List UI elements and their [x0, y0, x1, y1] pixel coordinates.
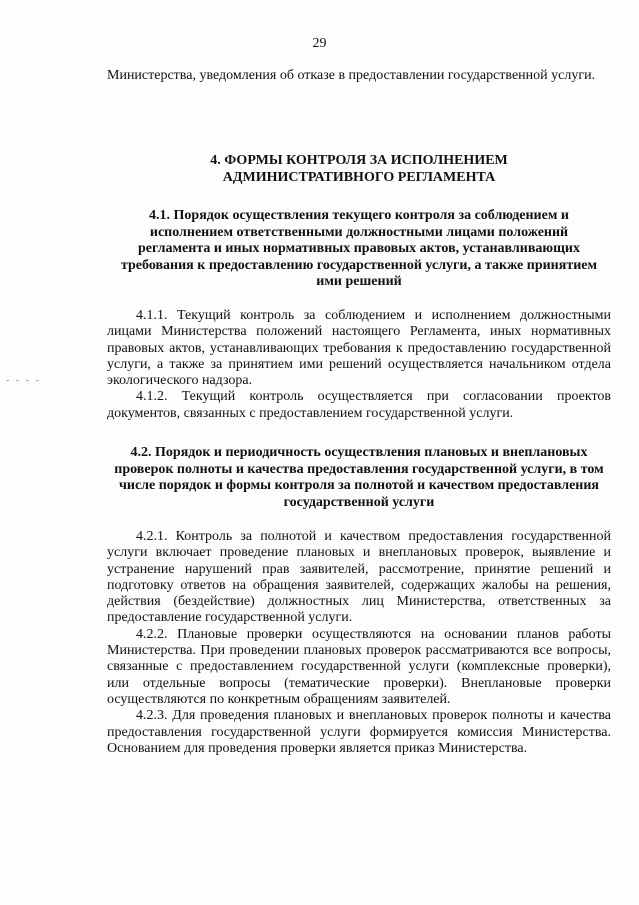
section-4-title-line2: АДМИНИСТРАТИВНОГО РЕГЛАМЕНТА: [222, 170, 496, 185]
paragraph-4-1-1: 4.1.1. Текущий контроль за соблюдением и исполнением должностными лицами Министерства положений настоящего Регламента, иных нормативных правовых актов, устанавливающих требования к предоставлению государственной услуги, а также за принятием ими решений осуществляется начальником отдела экологического надзора.: [107, 308, 611, 389]
section-4-1-body: [107, 308, 611, 422]
intro-block: [107, 68, 611, 84]
paragraph-4-2-2: 4.2.2. Плановые проверки осуществляются на основании планов работы Министерства. При проведении плановых проверок рассматриваются все вопросы, связанные с предоставлением государственной услуги (комплексные проверки), или отдельные вопросы (тематические проверки). Внеплановые проверки осуществляются по конкретным обращениям заявителей.: [107, 626, 611, 707]
page-number: 29: [312, 36, 327, 51]
section-4-title-line1: 4. ФОРМЫ КОНТРОЛЯ ЗА ИСПОЛНЕНИЕМ: [210, 153, 508, 168]
scan-artifact-mark: ‐ ‐ ‐ ‐: [6, 375, 41, 386]
section-4-2-heading: 4.2. Порядок и периодичность осуществления плановых и внеплановых проверок полноты и качества предоставления государственной услуги, в том числе порядок и формы контроля за полнотой и качеством предоставления государственной услуги: [114, 445, 604, 510]
section-4-2-heading-block: [107, 445, 611, 511]
section-4-2-body: [107, 529, 611, 757]
paragraph-4-1-2: 4.1.2. Текущий контроль осуществляется при согласовании проектов документов, связанных с предоставлением государственной услуги.: [107, 389, 611, 421]
section-4-1-heading-block: [107, 208, 611, 291]
paragraph-4-2-1: 4.2.1. Контроль за полнотой и качеством предоставления государственной услуги включает проведение плановых и внеплановых проверок, выявление и устранение нарушений прав заявителей, рассмотрение, принятие решений и подготовку ответов на обращения заявителей, содержащих жалобы на решения, действия (бездействие) должностных лиц Министерства, ответственных за предоставление государственной услуги.: [107, 529, 611, 626]
intro-paragraph: Министерства, уведомления об отказе в предоставлении государственной услуги.: [107, 68, 596, 83]
paragraph-4-2-3: 4.2.3. Для проведения плановых и внеплановых проверок полноты и качества предоставления государственной услуги формируется комиссия Министерства. Основанием для проведения проверки является приказ Министерства.: [107, 708, 611, 756]
section-4-1-heading: 4.1. Порядок осуществления текущего контроля за соблюдением и исполнением ответственными должностными лицами положений регламента и иных нормативных правовых актов, устанавливающих требования к предоставлению государственной услуги, а также принятием ими решений: [120, 208, 598, 289]
section-4-title: [107, 152, 611, 186]
